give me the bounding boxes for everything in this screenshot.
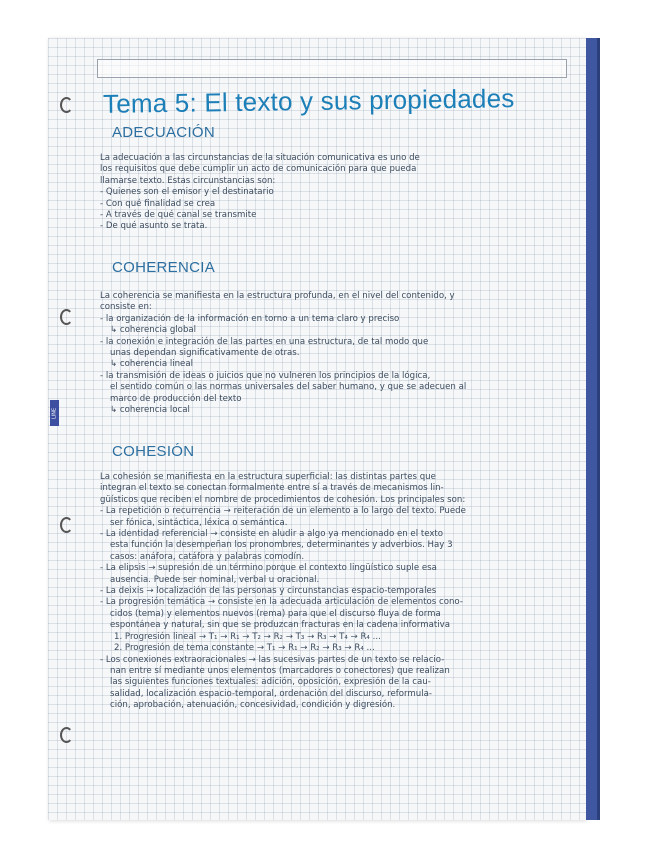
section-heading-adecuacion: ADECUACIÓN <box>112 124 216 141</box>
text-line: espontánea y natural, sin que se produzcan fracturas en la cadena informativa <box>110 620 451 631</box>
sub-item: ↳ coherencia global <box>110 325 197 336</box>
text-line: llamarse texto. Estas circunstancias son: <box>100 175 276 186</box>
list-item: - La elipsis → supresión de un término porque el contexto lingüístico suple esa <box>100 563 437 574</box>
text-line: salidad, localización espacio-temporal, ordenación del discurso, reformula- <box>110 688 433 699</box>
list-item: - De qué asunto se trata. <box>100 221 208 232</box>
text-line: integran el texto se conectan formalmente entre sí a través de mecanismos lin- <box>100 483 444 494</box>
list-item: - La identidad referencial → consiste en aludir a algo ya mencionado en el texto <box>100 529 444 540</box>
list-item: - Quienes son el emisor y el destinatario <box>100 187 274 198</box>
text-line: consiste en: <box>100 302 152 313</box>
sub-item: 2. Progresión de tema constante → T₁ → R₁ → R₂ → R₃ → R₄ ... <box>114 643 375 654</box>
section-body-adecuacion <box>100 153 570 233</box>
binder-ring-hole <box>60 309 72 323</box>
section-heading-coherencia: COHERENCIA <box>112 259 216 276</box>
binder-ring-hole <box>60 517 72 531</box>
brand-logo: LINE <box>50 400 59 426</box>
page-title: Tema 5: El texto y sus propiedades <box>102 83 515 119</box>
list-item: - Los conexiones extraoracionales → las sucesivas partes de un texto se relacio- <box>100 654 445 665</box>
sub-item: ↳ coherencia lineal <box>110 359 194 370</box>
text-line: güísticos que reciben el nombre de procedimientos de cohesión. Los principales son: <box>100 494 466 505</box>
text-line: ser fónica, sintáctica, léxica o semántica. <box>110 517 288 528</box>
sub-item: ↳ coherencia local <box>110 405 190 416</box>
header-box <box>97 59 567 78</box>
section-heading-cohesion: COHESIÓN <box>112 443 195 460</box>
text-line: esta función la desempeñan los pronombres, determinantes y adverbios. Hay 3 <box>110 540 453 551</box>
text-line: nan entre sí mediante unos elementos (marcadores o conectores) que realizan <box>110 665 450 676</box>
notebook-cover-shadow <box>597 38 600 820</box>
text-line: ausencia. Puede ser nominal, verbal u oracional. <box>110 574 320 585</box>
text-line: el sentido común o las normas universales del saber humano, y que se adecuen al <box>110 382 467 393</box>
list-item: - la transmisión de ideas o juicios que no vulneren los principios de la lógica, <box>100 370 431 381</box>
list-item: - Con qué finalidad se crea <box>100 198 216 209</box>
text-line: ción, aprobación, atenuación, concesividad, condición y digresión. <box>110 700 396 711</box>
list-item: - La deixis → localización de las personas y circunstancias espacio-temporales <box>100 586 437 597</box>
section-body-cohesion <box>100 472 570 712</box>
text-line: casos: anáfora, catáfora y palabras comodín. <box>110 551 305 562</box>
binder-ring-hole <box>60 97 72 111</box>
text-line: La coherencia se manifiesta en la estructura profunda, en el nivel del contenido, y <box>100 291 455 301</box>
text-line: marco de producción del texto <box>110 393 242 404</box>
list-item: - A través de qué canal se transmite <box>100 210 257 221</box>
list-item: - La repetición o recurrencia → reiteración de un elemento a lo largo del texto. Puede <box>100 506 466 517</box>
text-line: los requisitos que debe cumplir un acto de comunicación para que pueda <box>100 164 417 175</box>
section-body-coherencia <box>100 291 570 416</box>
text-line: La adecuación a las circunstancias de la situación comunicativa es uno de <box>100 153 420 163</box>
list-item: - la organización de la información en torno a un tema claro y preciso <box>100 313 400 324</box>
list-item: - La progresión temática → consiste en la adecuada articulación de elementos cono- <box>100 597 463 608</box>
binder-ring-hole <box>60 727 72 741</box>
list-item: - la conexión e integración de las partes en una estructura, de tal modo que <box>100 336 429 347</box>
text-line: cidos (tema) y elementos nuevos (rema) para que el discurso fluya de forma <box>110 608 441 619</box>
text-line: La cohesión se manifiesta en la estructura superficial: las distintas partes que <box>100 472 436 482</box>
text-line: las siguientes funciones textuales: adición, oposición, expresión de la cau- <box>110 677 431 688</box>
sub-item: 1. Progresión lineal → T₁ → R₁ → T₂ → R₂ → T₃ → R₃ → T₄ → R₄ ... <box>114 631 381 642</box>
text-line: unas dependan significativamente de otras. <box>110 348 300 359</box>
